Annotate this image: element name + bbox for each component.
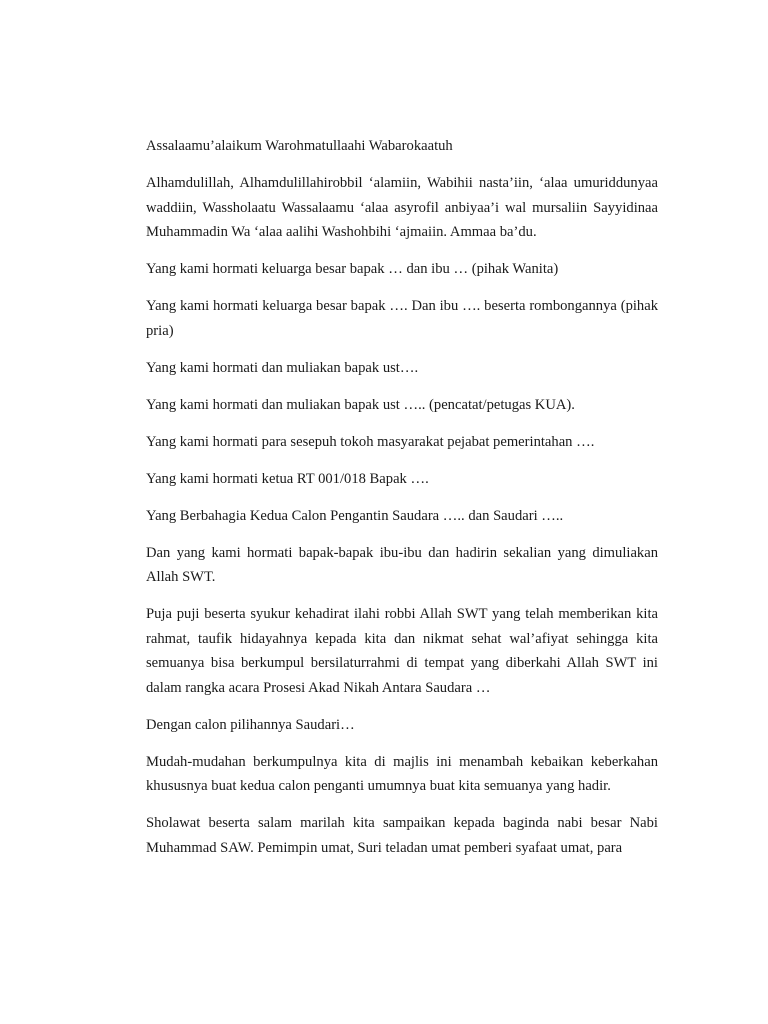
paragraph-body: Dengan calon pilihannya Saudari… bbox=[146, 716, 355, 733]
paragraph-salutation: Yang kami hormati dan muliakan bapak ust ….. (pencatat/petugas KUA). bbox=[146, 396, 575, 413]
paragraph-greeting: Assalaamu’alaikum Warohmatullaahi Wabarokaatuh bbox=[146, 138, 453, 154]
paragraph-salutation: Yang kami hormati keluarga besar bapak …. Dan ibu …. beserta rombongannya (pihak pria) bbox=[146, 298, 658, 339]
paragraph-salutation: Yang kami hormati dan muliakan bapak ust…. bbox=[146, 359, 419, 376]
document-body bbox=[146, 134, 658, 873]
paragraph-salutation: Yang Berbahagia Kedua Calon Pengantin Saudara ….. dan Saudari ….. bbox=[146, 507, 564, 524]
paragraph-salutation: Dan yang kami hormati bapak-bapak ibu-ibu dan hadirin sekalian yang dimuliakan Allah SWT. bbox=[146, 544, 658, 585]
paragraph-salutation: Yang kami hormati ketua RT 001/018 Bapak …. bbox=[146, 470, 429, 487]
paragraph-salutation: Yang kami hormati para sesepuh tokoh masyarakat pejabat pemerintahan …. bbox=[146, 433, 595, 450]
paragraph-opening: Alhamdulillah, Alhamdulillahirobbil ‘alamiin, Wabihii nasta’iin, ‘alaa umuriddunyaa waddiin, Wassholaatu Wassalaamu ‘alaa asyrofil anbiyaa’i wal mursaliin Sayyidinaa Muhammadin Wa ‘alaa aalihi Washohbihi ‘ajmaiin. Ammaa ba’du. bbox=[146, 175, 658, 240]
paragraph-body: Mudah-mudahan berkumpulnya kita di majlis ini menambah kebaikan keberkahan khususnya buat kedua calon penganti umumnya buat kita semuanya yang hadir. bbox=[146, 753, 658, 794]
paragraph-body: Sholawat beserta salam marilah kita sampaikan kepada baginda nabi besar Nabi Muhammad SAW. Pemimpin umat, Suri teladan umat pemberi syafaat umat, para bbox=[146, 815, 658, 856]
paragraph-salutation: Yang kami hormati keluarga besar bapak … dan ibu … (pihak Wanita) bbox=[146, 261, 559, 277]
paragraph-body: Puja puji beserta syukur kehadirat ilahi robbi Allah SWT yang telah memberikan kita rahmat, taufik hidayahnya kepada kita dan nikmat sehat wal’afiyat sehingga kita semuanya bisa berkumpul bersilaturrahmi di tempat yang diberkahi Allah SWT ini dalam rangka acara Prosesi Akad Nikah Antara Saudara … bbox=[146, 606, 658, 696]
